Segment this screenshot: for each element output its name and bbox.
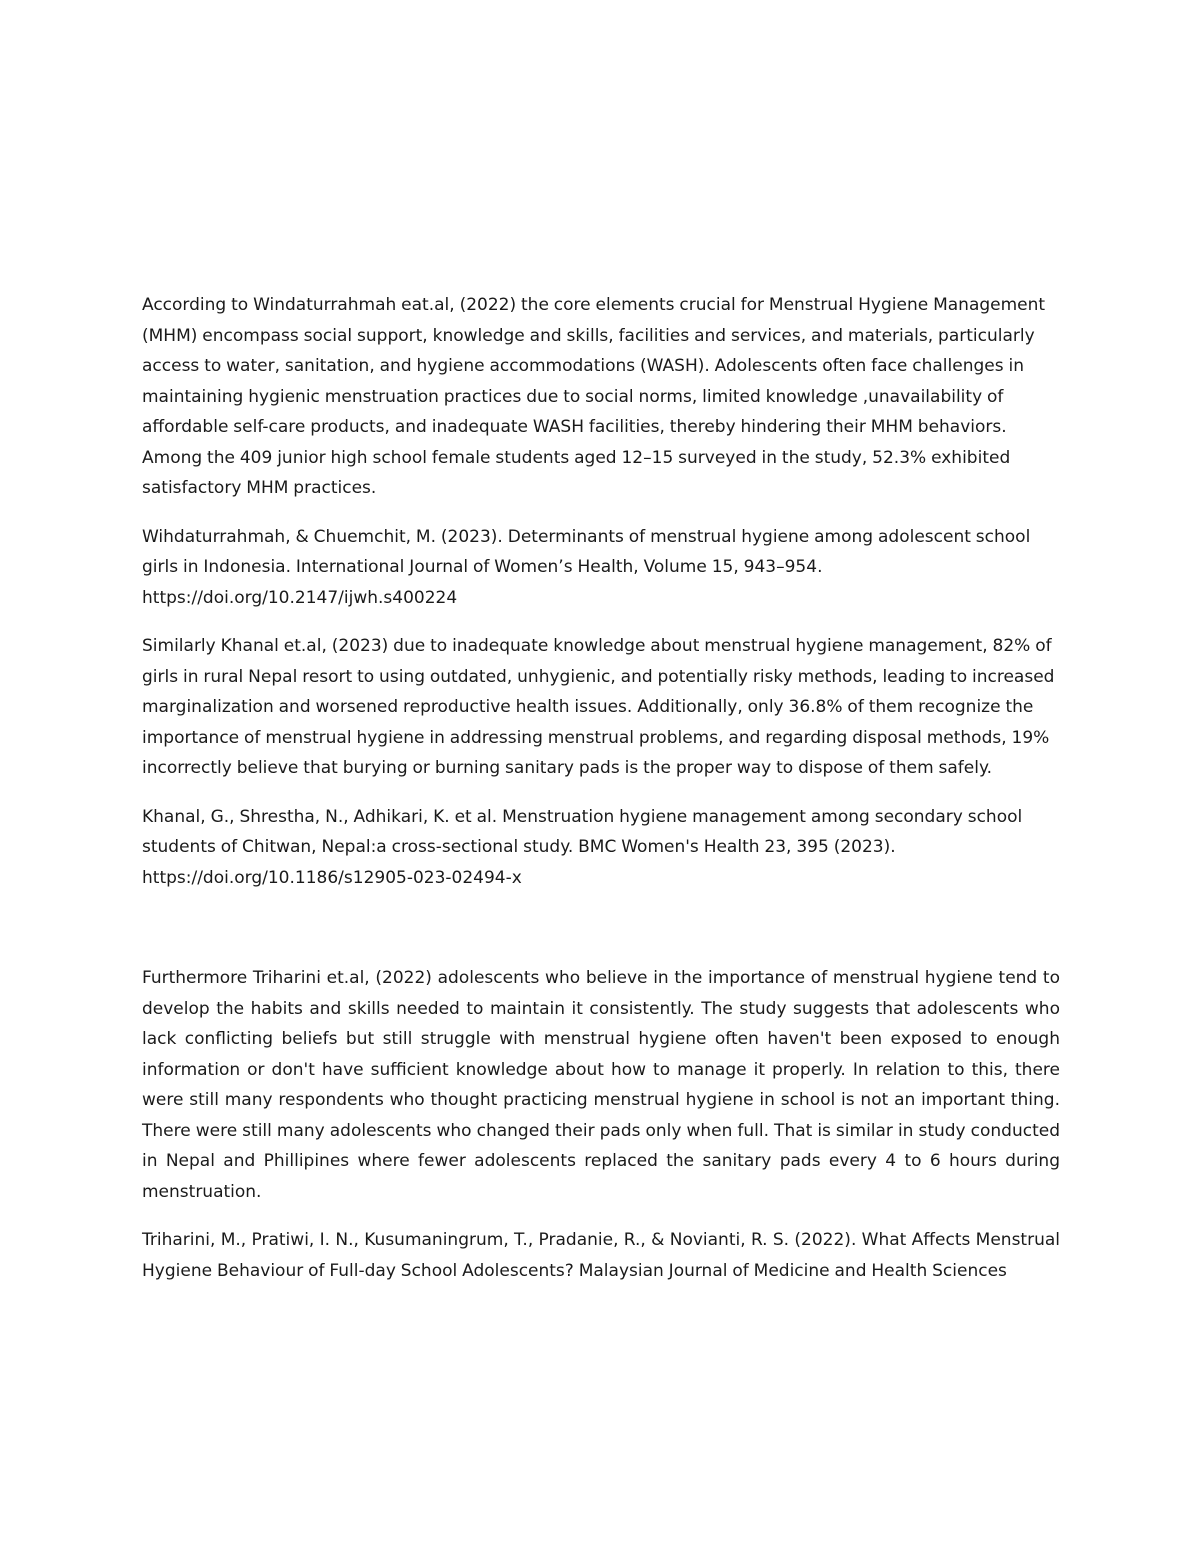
document-body [142, 290, 1060, 1304]
paragraph-spacer [142, 911, 1060, 963]
reference-triharini: Triharini, M., Pratiwi, I. N., Kusumaningrum, T., Pradanie, R., & Novianti, R. S. (2022). What Affects Menstrual Hygiene Behaviour of Full-day School Adolescents? Malaysian Journal of Medicine and Health Sciences [142, 1230, 1060, 1281]
paragraph-windaturrahmah-summary: According to Windaturrahmah eat.al, (2022) the core elements crucial for Menstrual Hygiene Management (MHM) encompass social support, knowledge and skills, facilities and services, and materials, particularly access to water, sanitation, and hygiene accommodations (WASH). Adolescents often face challenges in maintaining hygienic menstruation practices due to social norms, limited knowledge ,unavailability of affordable self-care products, and inadequate WASH facilities, thereby hindering their MHM behaviors. Among the 409 junior high school female students aged 12–15 surveyed in the study, 52.3% exhibited satisfactory MHM practices. [142, 295, 1046, 498]
paragraph-triharini-summary: Furthermore Triharini et.al, (2022) adolescents who believe in the importance of menstrual hygiene tend to develop the habits and skills needed to maintain it consistently. The study suggests that adolescents who lack conflicting beliefs but still struggle with menstrual hygiene often haven't been exposed to enough information or don't have sufficient knowledge about how to manage it properly. In relation to this, there were still many respondents who thought practicing menstrual hygiene in school is not an important thing. There were still many adolescents who changed their pads only when full. That is similar in study conducted in Nepal and Phillipines where fewer adolescents replaced the sanitary pads every 4 to 6 hours during menstruation. [142, 968, 1060, 1202]
paragraph-khanal-summary: Similarly Khanal et.al, (2023) due to inadequate knowledge about menstrual hygiene management, 82% of girls in rural Nepal resort to using outdated, unhygienic, and potentially risky methods, leading to increased marginalization and worsened reproductive health issues. Additionally, only 36.8% of them recognize the importance of menstrual hygiene in addressing menstrual problems, and regarding disposal methods, 19% incorrectly believe that burying or burning sanitary pads is the proper way to dispose of them safely. [142, 636, 1055, 778]
reference-khanal: Khanal, G., Shrestha, N., Adhikari, K. et al. Menstruation hygiene management among secondary school students of Chitwan, Nepal:a cross-sectional study. BMC Women's Health 23, 395 (2023). https://doi.org/10.1186/s12905-023-02494-x [142, 806, 1023, 888]
reference-wihdaturrahmah: Wihdaturrahmah, & Chuemchit, M. (2023). Determinants of menstrual hygiene among adolescent school girls in Indonesia. International Journal of Women’s Health, Volume 15, 943–954. https://doi.org/10.2147/ijwh.s400224 [142, 526, 1031, 608]
